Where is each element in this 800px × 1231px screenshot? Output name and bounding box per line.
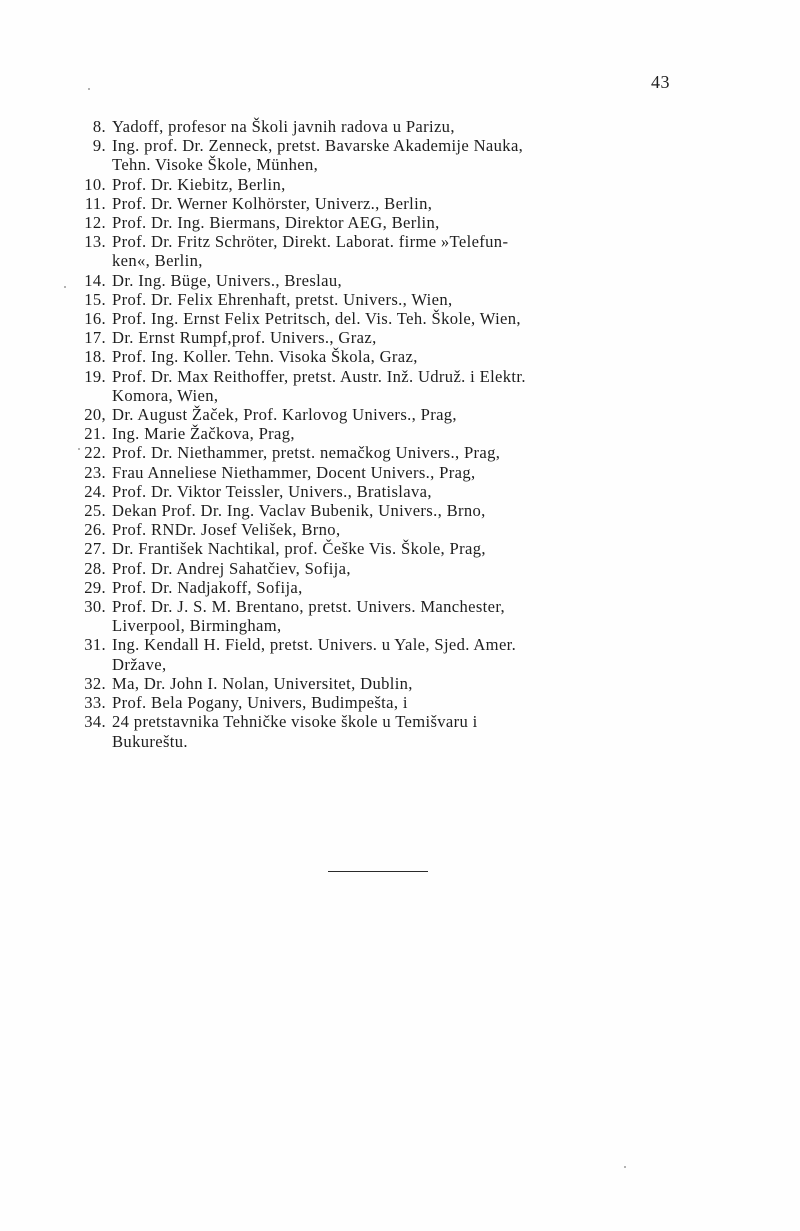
item-number: 20, [84,405,106,425]
item-number: 27. [84,539,106,559]
item-text: Prof. Ing. Koller. Tehn. Visoka Škola, Graz, [112,347,418,367]
item-text: Ma, Dr. John I. Nolan, Universitet, Dublin, [112,673,413,693]
item-text: Dr. Ernst Rumpf,prof. Univers., Graz, [112,328,377,348]
item-number: 30. [84,597,106,617]
item-text: 24 pretstavnika Tehničke visoke škole u Temišvaru i Bukureštu. [112,712,478,751]
item-number: 33. [84,693,106,713]
list-item [68,405,708,424]
paper-speck [624,1166,626,1168]
list-item [68,482,708,501]
item-number: 34. [84,712,106,732]
item-number: 19. [84,366,106,386]
item-text: Dekan Prof. Dr. Ing. Vaclav Bubenik, Univers., Brno, [112,501,486,521]
item-text: Prof. RNDr. Josef Velišek, Brno, [112,520,341,540]
item-number: 10. [84,174,106,194]
list-item [68,424,708,443]
item-text: Prof. Dr. Nadjakoff, Sofija, [112,577,303,597]
item-text: Dr. Ing. Büge, Univers., Breslau, [112,270,342,290]
item-text: Prof. Dr. Niethammer, pretst. nemačkog Univers., Prag, [112,443,501,463]
item-number: 22. [84,443,106,463]
list-item [68,539,708,558]
item-number: 29. [84,577,106,597]
item-number: 14. [84,270,106,290]
list-item [68,443,708,462]
item-text: Prof. Dr. Kiebitz, Berlin, [112,174,286,194]
item-number: 24. [84,481,106,501]
item-number: 8. [92,117,106,136]
item-number: 11. [84,193,106,213]
paper-speck [88,88,90,90]
list-item [68,290,708,309]
item-text: Prof. Dr. Fritz Schröter, Direkt. Laborat. firme »Telefun- ken«, Berlin, [112,232,509,271]
item-text: Prof. Dr. Andrej Sahatčiev, Sofija, [112,558,351,578]
item-number: 25. [84,501,106,521]
item-text: Prof. Dr. Werner Kolhörster, Univerz., Berlin, [112,193,433,213]
item-text: Ing. prof. Dr. Zenneck, pretst. Bavarske Akademije Nauka, Tehn. Visoke Škole, Münhen, [112,136,524,175]
item-text: Dr. August Žaček, Prof. Karlovog Univers., Prag, [112,405,457,425]
list-item [68,559,708,578]
item-number: 26. [84,520,106,540]
item-text: Prof. Dr. J. S. M. Brentano, pretst. Univers. Manchester, Liverpool, Birmingham, [112,597,506,636]
item-text: Prof. Dr. Max Reithoffer, pretst. Austr. Inž. Udruž. i Elektr. Komora, Wien, [112,366,526,405]
item-number: 9. [92,136,106,156]
list-item [68,635,708,673]
list-item [68,367,708,405]
list-item [68,347,708,366]
item-number: 18. [84,347,106,367]
list-item [68,712,708,750]
item-number: 28. [84,558,106,578]
item-number: 17. [84,328,106,348]
closing-rule [328,871,428,872]
list-item [68,309,708,328]
list-item [68,175,708,194]
item-text: Ing. Marie Žačkova, Prag, [112,424,295,444]
list-item [68,194,708,213]
paper-speck [64,286,66,288]
item-number: 23. [84,462,106,482]
item-number: 31. [84,635,106,655]
list-item [68,578,708,597]
item-text: Prof. Dr. Viktor Teissler, Univers., Bratislava, [112,481,432,501]
list-item [68,271,708,290]
page-number: 43 [651,72,670,92]
item-text: Frau Anneliese Niethammer, Docent Univers., Prag, [112,462,476,482]
item-number: 15. [84,289,106,309]
item-text: Prof. Ing. Ernst Felix Petritsch, del. Vis. Teh. Škole, Wien, [112,309,521,329]
item-number: 12. [84,213,106,233]
item-text: Prof. Dr. Felix Ehrenhaft, pretst. Univers., Wien, [112,289,453,309]
list-item [68,117,708,136]
item-number: 21. [84,424,106,444]
item-number: 32. [84,673,106,693]
list-item [68,674,708,693]
paper-speck [78,448,80,450]
item-text: Prof. Bela Pogany, Univers, Budimpešta, i [112,693,408,713]
list-item [68,328,708,347]
list-item [68,213,708,232]
item-text: Dr. František Nachtikal, prof. Češke Vis. Škole, Prag, [112,539,486,559]
item-text: Ing. Kendall H. Field, pretst. Univers. u Yale, Sjed. Amer. Države, [112,635,517,674]
list-item [68,232,708,270]
item-number: 16. [84,309,106,329]
list-item [68,693,708,712]
item-number: 13. [84,232,106,252]
item-text: Prof. Dr. Ing. Biermans, Direktor AEG, Berlin, [112,213,440,233]
attendee-list [68,117,708,751]
list-item [68,136,708,174]
list-item [68,463,708,482]
list-item [68,520,708,539]
item-text: Yadoff, profesor na Školi javnih radova u Parizu, [112,117,455,136]
list-item [68,501,708,520]
list-item [68,597,708,635]
